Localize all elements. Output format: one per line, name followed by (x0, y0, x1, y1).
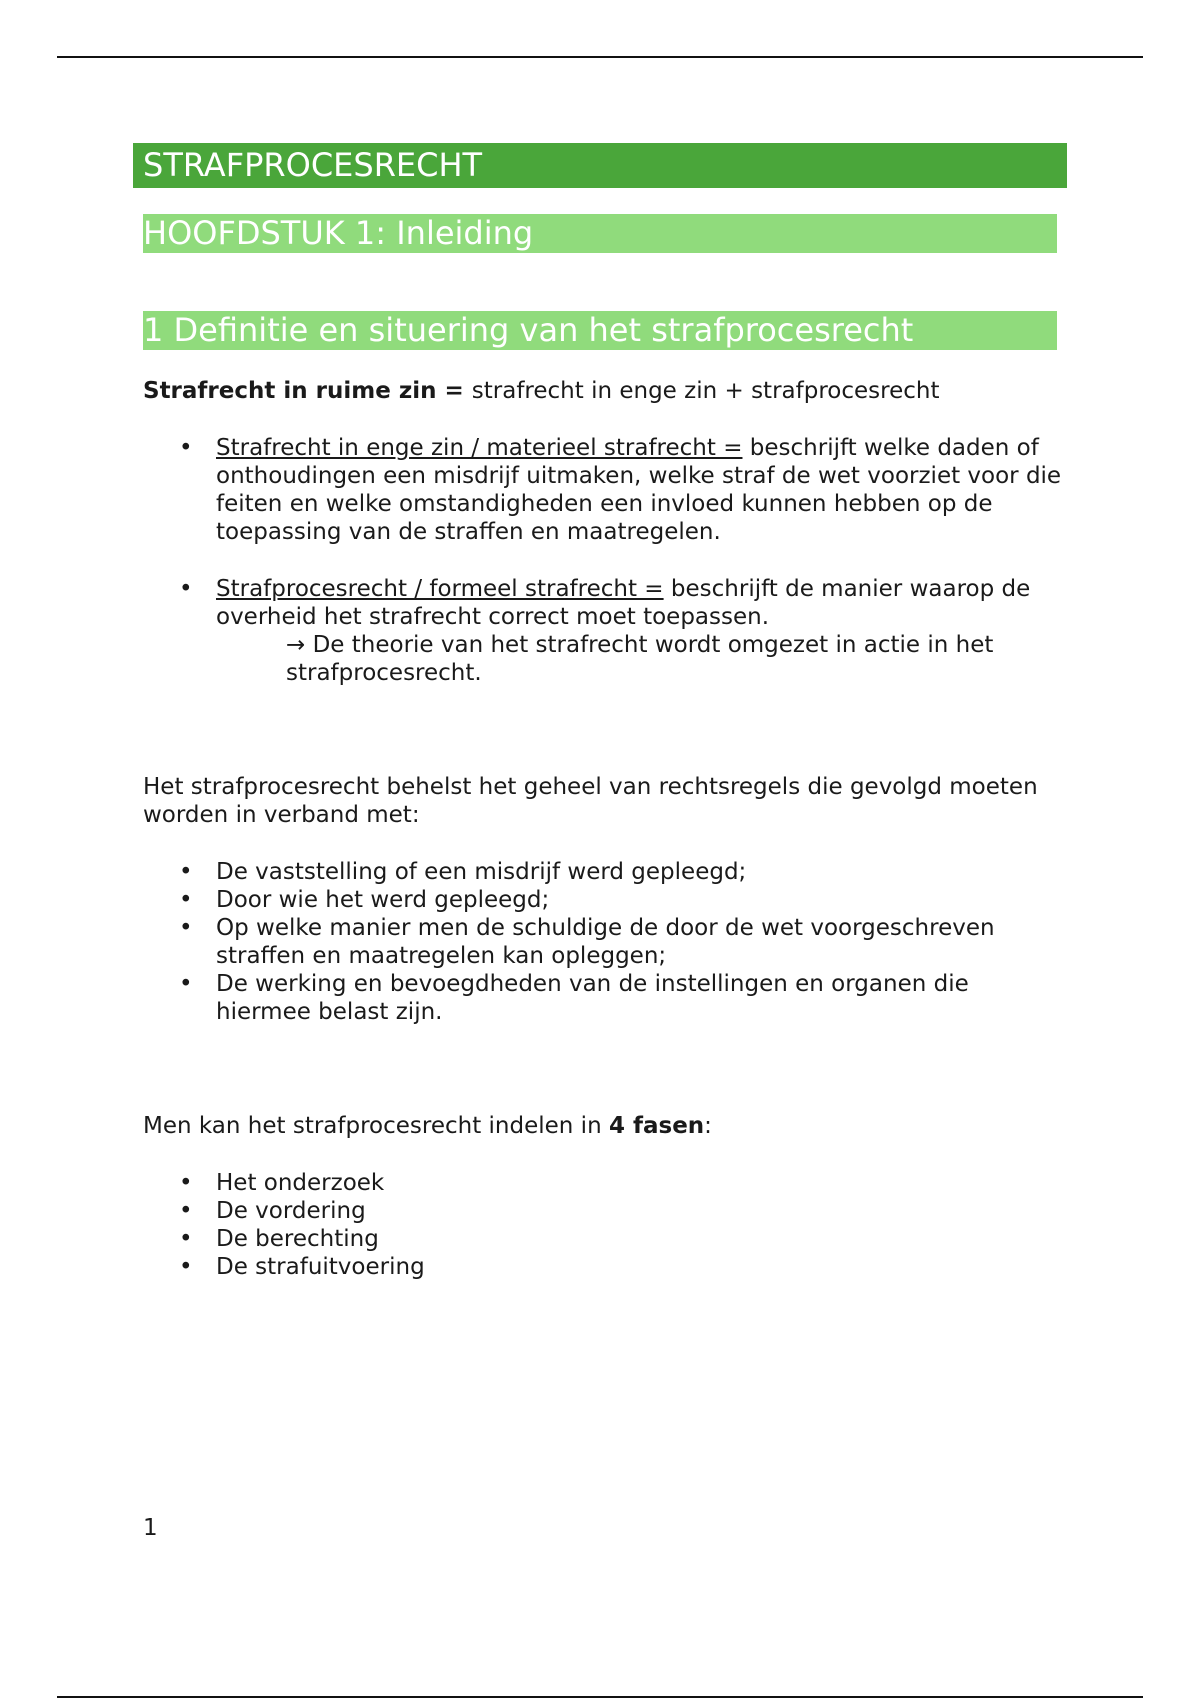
definition-list-2 (143, 575, 1063, 687)
list-item: • De vordering (143, 1197, 1063, 1225)
definition-item (143, 434, 1063, 546)
list-item: • Door wie het werd gepleegd; (143, 886, 1063, 914)
phases-intro: Men kan het strafprocesrecht indelen in (143, 1113, 609, 1139)
definition-item (143, 575, 1063, 687)
list-item: • De werking en bevoegdheden van de instellingen en organen die hiermee belast zijn. (143, 970, 1063, 1026)
top-rule (57, 56, 1143, 58)
document-title: STRAFPROCESRECHT (133, 143, 1067, 188)
definition-text: beschrijft welke daden of onthoudingen een misdrijf uitmaken, welke straf de wet voorziet voor die feiten en welke omstandigheden een invloed kunnen hebben op de toepassing van de straffen en maatregelen. (216, 435, 1062, 545)
list-item: • Het onderzoek (143, 1169, 1063, 1197)
definition-term: Strafprocesrecht / formeel strafrecht = (216, 576, 664, 602)
list-item: • De strafuitvoering (143, 1253, 1063, 1281)
intro-rest: strafrecht in enge zin + strafprocesrecht (471, 378, 940, 404)
scope-list (143, 858, 1063, 1026)
phases-count: 4 fasen (608, 1113, 705, 1139)
list-item: • De berechting (143, 1225, 1063, 1253)
paragraph-scope: Het strafprocesrecht behelst het geheel van rechtsregels die gevolgd moeten worden in verband met: (143, 774, 1038, 828)
phases-list (143, 1169, 1063, 1281)
list-item: • De vaststelling of een misdrijf werd gepleegd; (143, 858, 1063, 886)
chapter-heading: HOOFDSTUK 1: Inleiding (143, 214, 1057, 253)
definition-note: → De theorie van het strafrecht wordt omgezet in actie in het strafprocesrecht. (286, 632, 994, 686)
definition-list-1 (143, 434, 1063, 546)
definition-text: beschrijft de manier waarop de overheid het strafrecht correct moet toepassen. (216, 576, 1031, 630)
definition-term: Strafrecht in enge zin / materieel strafrecht = (216, 435, 743, 461)
phases-colon: : (704, 1113, 712, 1139)
bottom-rule (57, 1696, 1143, 1698)
page-number: 1 (143, 1515, 158, 1541)
intro-bold-term: Strafrecht in ruime zin (143, 378, 437, 404)
list-item: • Op welke manier men de schuldige de door de wet voorgeschreven straffen en maatregelen kan opleggen; (143, 914, 1063, 970)
intro-paragraph (143, 377, 1063, 405)
paragraph-phases (143, 1112, 1063, 1140)
intro-equals: = (436, 378, 472, 404)
section-heading: 1 Definitie en situering van het strafprocesrecht (143, 311, 1057, 350)
